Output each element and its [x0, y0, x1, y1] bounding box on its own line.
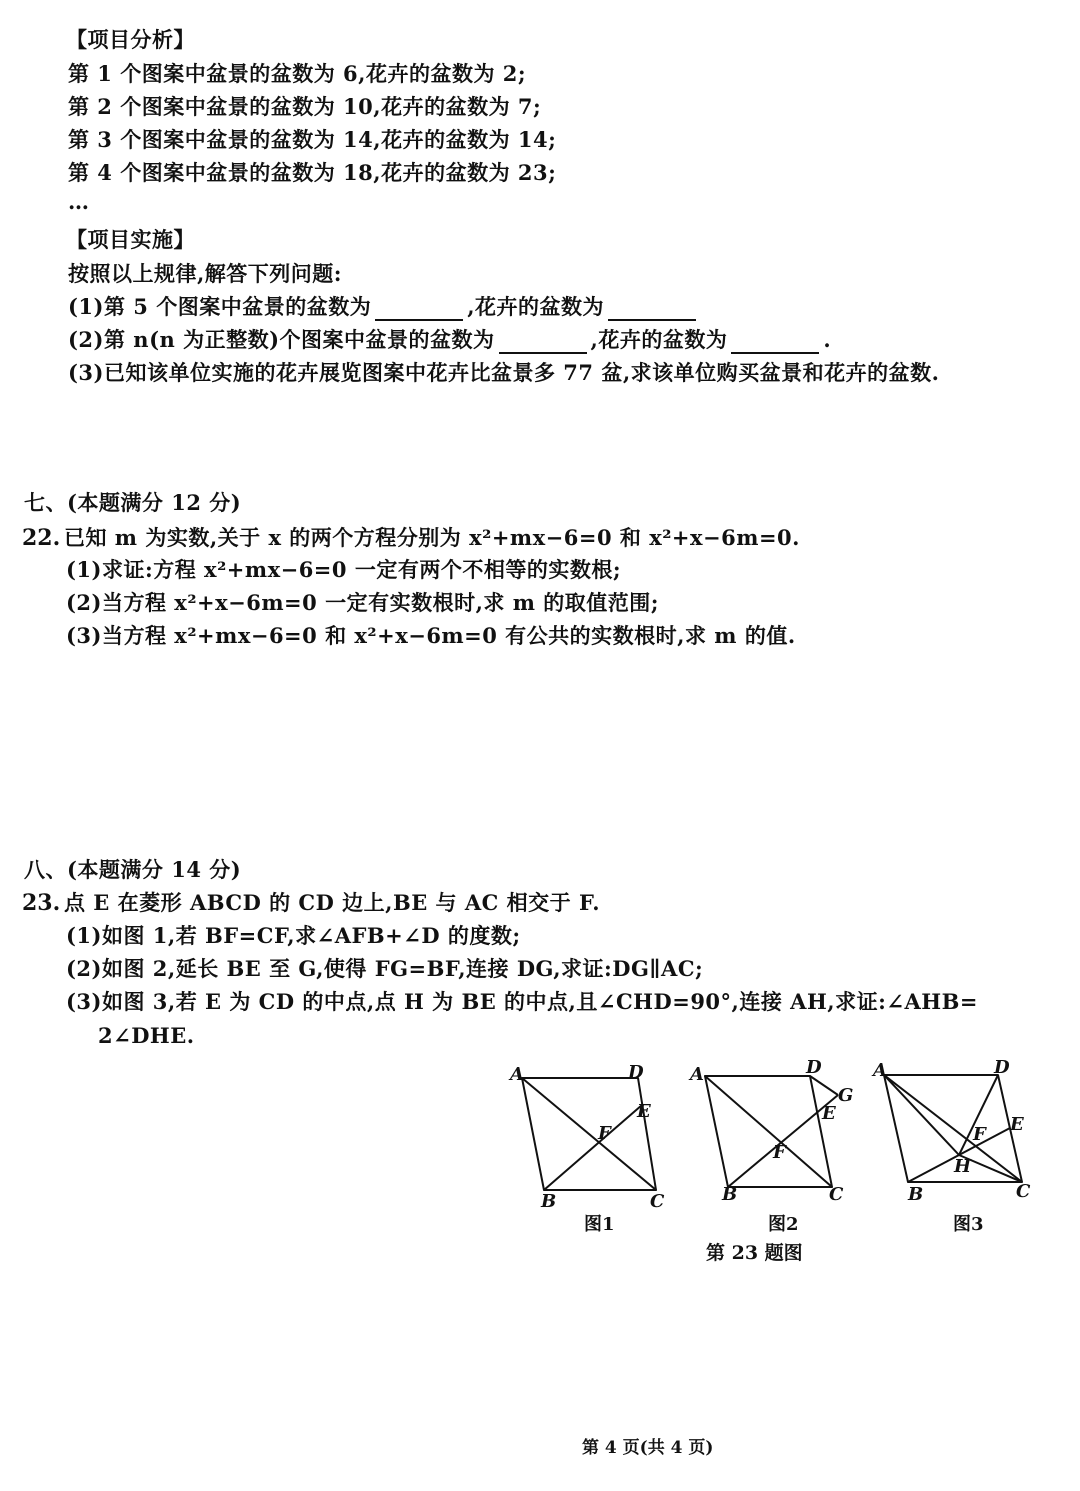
figure-23-title: 第 23 题图: [706, 1242, 803, 1264]
figure-1-caption: 图1: [584, 1214, 615, 1235]
question-22-stem: 已知 m 为实数,关于 x 的两个方程分别为 x²+mx−6=0 和 x²+x−6m=0.: [64, 525, 800, 550]
q1-text-b: ,花卉的盆数为: [467, 294, 605, 319]
fig2-label-A: A: [690, 1064, 704, 1085]
implement-intro: 按照以上规律,解答下列问题:: [68, 261, 343, 286]
analysis-ellipsis: …: [68, 189, 90, 214]
fig2-label-D: D: [806, 1057, 822, 1078]
q2-text-a: (2)第 n(n 为正整数)个图案中盆景的盆数为: [68, 327, 495, 352]
fig3-label-E: E: [1010, 1114, 1024, 1135]
fig3-label-F: F: [973, 1124, 986, 1145]
fig2-label-E: E: [822, 1103, 836, 1124]
question-23-number: 23.: [22, 890, 61, 916]
figure-2-rhombus: [705, 1076, 838, 1187]
q2-text-b: ,花卉的盆数为: [590, 327, 728, 352]
page-number-footer: 第 4 页(共 4 页): [582, 1438, 714, 1458]
fig1-label-E: E: [637, 1101, 651, 1122]
question-22-part1: (1)求证:方程 x²+mx−6=0 一定有两个不相等的实数根;: [66, 557, 622, 582]
analysis-line-2: 第 2 个图案中盆景的盆数为 10,花卉的盆数为 7;: [68, 94, 542, 119]
fig3-label-A: A: [873, 1060, 887, 1081]
analysis-line-3: 第 3 个图案中盆景的盆数为 14,花卉的盆数为 14;: [68, 127, 557, 152]
fig3-label-C: C: [1016, 1181, 1031, 1202]
fig2-label-B: B: [722, 1184, 738, 1205]
fig1-label-C: C: [650, 1191, 665, 1212]
question-22-number: 22.: [22, 525, 61, 551]
question-23-part1: (1)如图 1,若 BF=CF,求∠AFB+∠D 的度数;: [66, 923, 521, 948]
figure-3-caption: 图3: [953, 1214, 984, 1235]
q1-text-a: (1)第 5 个图案中盆景的盆数为: [68, 294, 372, 319]
figure-3-rhombus: [884, 1075, 1022, 1182]
fig2-label-F: F: [773, 1142, 786, 1163]
fig3-label-B: B: [908, 1184, 924, 1205]
implement-q3: (3)已知该单位实施的花卉展览图案中花卉比盆景多 77 盆,求该单位购买盆景和花卉的盆数.: [68, 360, 940, 385]
fig1-label-D: D: [628, 1062, 644, 1083]
part7-heading: 七、(本题满分 12 分): [24, 490, 242, 515]
fig3-label-H: H: [954, 1156, 972, 1177]
question-23-stem: 点 E 在菱形 ABCD 的 CD 边上,BE 与 AC 相交于 F.: [64, 890, 601, 915]
figure-1-rhombus: [522, 1078, 656, 1190]
part8-heading: 八、(本题满分 14 分): [24, 857, 242, 882]
question-23-part3-cont: 2∠DHE.: [98, 1023, 195, 1048]
fig1-label-F: F: [598, 1123, 611, 1144]
analysis-line-1: 第 1 个图案中盆景的盆数为 6,花卉的盆数为 2;: [68, 61, 527, 86]
question-23-part2: (2)如图 2,延长 BE 至 G,使得 FG=BF,连接 DG,求证:DG∥AC;: [66, 956, 704, 981]
analysis-heading: 【项目分析】: [66, 27, 195, 52]
fig1-label-B: B: [541, 1191, 557, 1212]
analysis-line-4: 第 4 个图案中盆景的盆数为 18,花卉的盆数为 23;: [68, 160, 557, 185]
question-22-part2: (2)当方程 x²+x−6m=0 一定有实数根时,求 m 的取值范围;: [66, 590, 659, 615]
implement-heading: 【项目实施】: [66, 227, 195, 252]
question-23-part3: (3)如图 3,若 E 为 CD 的中点,点 H 为 BE 的中点,且∠CHD=90°,连接 AH,求证:∠AHB=: [66, 989, 978, 1014]
fig2-label-G: G: [838, 1085, 854, 1106]
fig1-label-A: A: [510, 1064, 524, 1085]
fig2-label-C: C: [829, 1184, 844, 1205]
q2-end: .: [823, 327, 832, 352]
figure-2-caption: 图2: [768, 1214, 799, 1235]
question-22-part3: (3)当方程 x²+mx−6=0 和 x²+x−6m=0 有公共的实数根时,求 m 的值.: [66, 623, 796, 648]
fig3-label-D: D: [994, 1057, 1010, 1078]
